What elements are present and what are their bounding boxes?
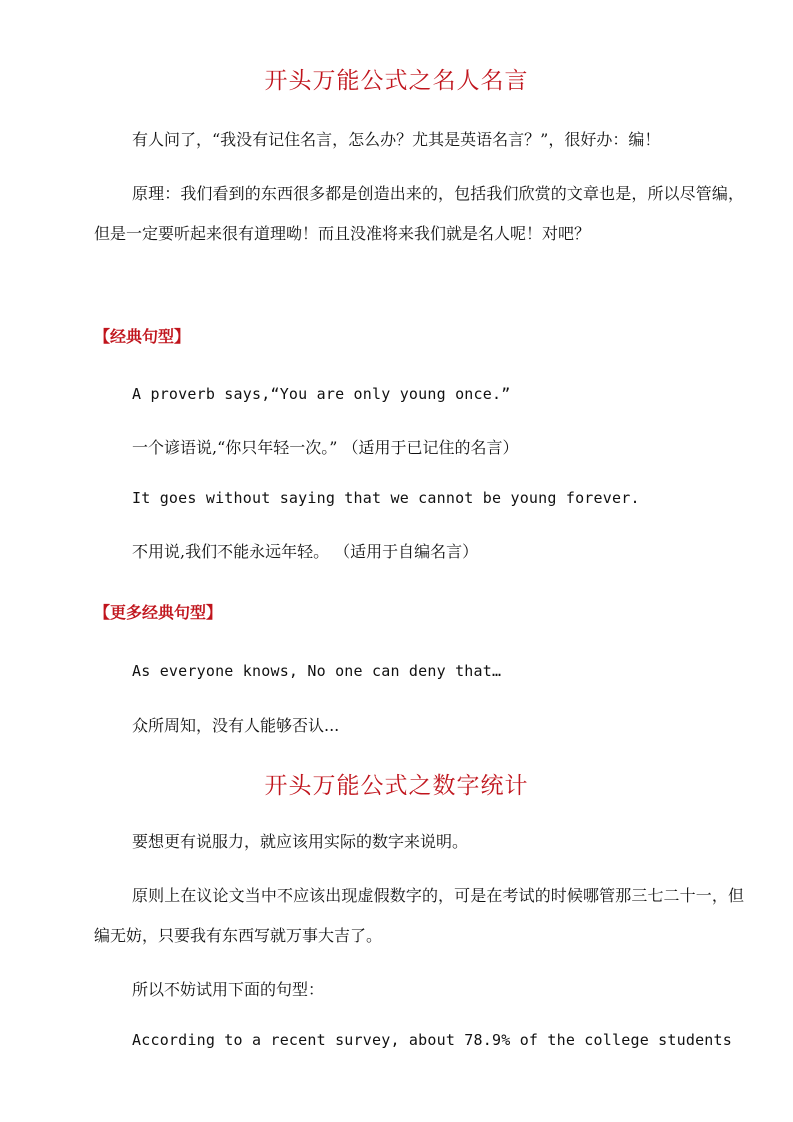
statistics-paragraph-3: 所以不妨试用下面的句型：	[132, 980, 325, 999]
statistics-paragraph-1: 要想更有说服力，就应该用实际的数字来说明。	[132, 832, 469, 851]
more-line-1: As everyone knows, No one can deny that…	[132, 662, 502, 680]
more-line-2: 众所周知，没有人能够否认...	[132, 716, 340, 735]
classic-line-1: A proverb says,“You are only young once.”	[132, 385, 511, 403]
intro-paragraph: 有人问了，“我没有记住名言，怎么办？尤其是英语名言？”，很好办：编！	[132, 130, 661, 149]
classic-line-2: 一个谚语说,“你只年轻一次。” （适用于已记住的名言）	[132, 438, 519, 457]
classic-line-3: It goes without saying that we cannot be young forever.	[132, 489, 640, 507]
statistics-example-line: According to a recent survey, about 78.9% of the college students	[132, 1031, 732, 1049]
classic-line-4: 不用说,我们不能永远年轻。 （适用于自编名言）	[132, 542, 479, 561]
more-patterns-heading: 【更多经典句型】	[94, 603, 223, 622]
principle-paragraph: 原理：我们看到的东西很多都是创造出来的，包括我们欣赏的文章也是，所以尽管编，但是一定要听起来很有道理呦！而且没准将来我们就是名人呢！对吧？	[94, 184, 744, 243]
section-title-statistics: 开头万能公式之数字统计	[264, 773, 529, 799]
section-title-famous-quotes: 开头万能公式之名人名言	[264, 68, 529, 94]
statistics-paragraph-2: 原则上在议论文当中不应该出现虚假数字的，可是在考试的时候哪管那三七二十一，但编无妨，只要我有东西写就万事大吉了。	[94, 886, 744, 945]
classic-patterns-heading: 【经典句型】	[94, 327, 191, 346]
